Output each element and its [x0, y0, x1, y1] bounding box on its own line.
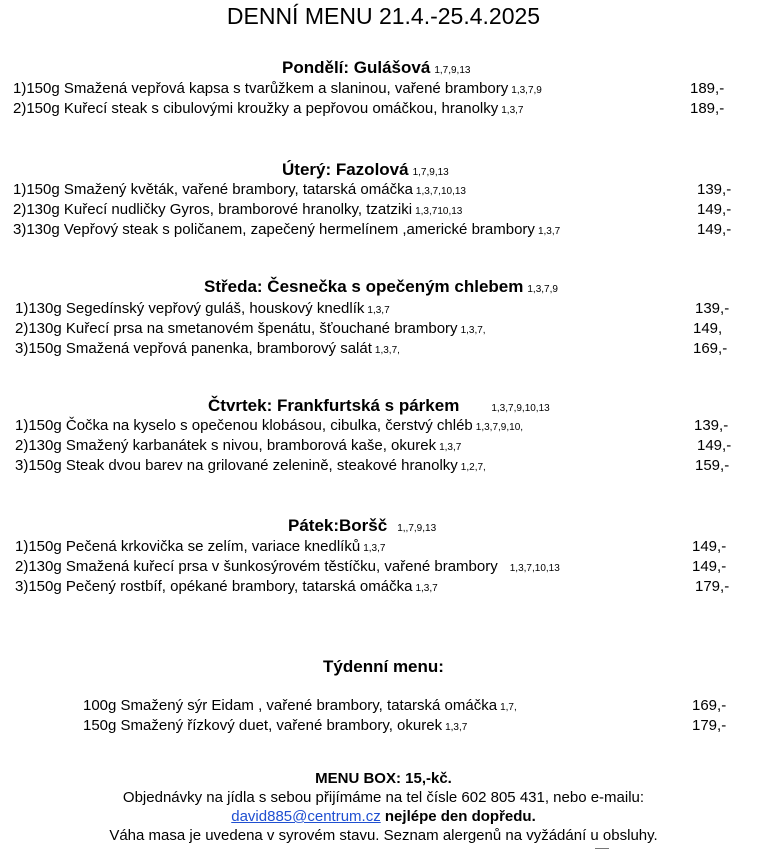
- menu-item: [15, 557, 560, 579]
- menu-item: [15, 456, 486, 478]
- item-text: 150g Smažený květák, vařené brambory, tatarská omáčka: [26, 181, 413, 198]
- item-number: 1): [15, 417, 29, 434]
- item-allergens: 1,3,7: [445, 722, 468, 733]
- item-allergens: 1,3,7,9: [511, 85, 542, 96]
- item-number: 2): [13, 201, 27, 218]
- day-label: Pátek:Boršč: [288, 516, 388, 535]
- menu-item: [15, 339, 400, 361]
- item-number: 2): [15, 320, 29, 337]
- item-allergens: 1,2,7,: [460, 462, 486, 473]
- item-text: 150g Smažená vepřová kapsa s tvarůžkem a slaninou, vařené brambory: [26, 80, 509, 97]
- item-price: 149,: [693, 320, 723, 337]
- item-text: 150g Kuřecí steak s cibulovými kroužky a pepřovou omáčkou, hranolky: [26, 100, 499, 117]
- item-text: 150g Steak dvou barev na grilované zelenině, steakové hranolky: [28, 457, 458, 474]
- day-allergens: 1,3,7,9: [527, 284, 558, 295]
- weekly-menu-heading: Týdenní menu:: [323, 657, 444, 676]
- item-number: 3): [15, 340, 29, 357]
- item-allergens: 1,3,7: [501, 105, 524, 116]
- item-text: 150g Smažený řízkový duet, vařené brambory, okurek: [83, 717, 443, 734]
- item-number: 1): [13, 181, 27, 198]
- item-number: 1): [13, 80, 27, 97]
- item-text: 150g Pečená krkovička se zelím, variace knedlíků: [28, 538, 361, 555]
- item-price: 159,-: [695, 457, 730, 474]
- item-price: 149,-: [692, 558, 727, 575]
- item-text: 130g Segedínský vepřový guláš, houskový knedlík: [28, 300, 365, 317]
- item-text: 130g Kuřecí nudličky Gyros, bramborové hranolky, tzatziki: [26, 201, 413, 218]
- day-label: Středa: Česnečka s opečeným chlebem: [204, 277, 524, 296]
- weekly-menu-item: [83, 716, 467, 738]
- page-title: DENNÍ MENU 21.4.-25.4.2025: [226, 3, 541, 29]
- menu-item: [15, 416, 523, 438]
- item-number: 1): [15, 300, 29, 317]
- item-allergens: 1,3,7,9,10,: [475, 422, 524, 433]
- weekly-menu-item: [83, 696, 517, 718]
- email-line: [0, 807, 767, 826]
- item-text: 100g Smažený sýr Eidam , vařené brambory, tatarská omáčka: [83, 697, 498, 714]
- item-allergens: 1,3,7,: [374, 345, 400, 356]
- email-link[interactable]: david885@centrum.cz: [231, 808, 381, 825]
- item-price: 149,-: [697, 201, 732, 218]
- item-text: 150g Čočka na kyselo s opečenou klobásou, cibulka, čerstvý chléb: [28, 417, 473, 434]
- menu-item: [15, 319, 486, 341]
- email-suffix: nejlépe den dopředu.: [384, 808, 536, 825]
- item-allergens: 1,3,7: [537, 226, 561, 237]
- day-allergens: 1,,7,9,13: [397, 523, 437, 534]
- day-label: Úterý: Fazolová: [282, 160, 409, 179]
- item-price: 149,-: [692, 538, 727, 555]
- orders-note: Objednávky na jídla s sebou přijímáme na tel čísle 602 805 431, nebo e-mailu:: [122, 789, 645, 806]
- item-price: 139,-: [695, 300, 730, 317]
- day-label: Čtvrtek: Frankfurtská s párkem: [208, 396, 460, 415]
- menu-item: [13, 99, 524, 121]
- item-allergens: 1,3,7,10,13: [415, 186, 466, 197]
- day-allergens: 1,3,7,9,10,13: [491, 403, 550, 414]
- item-price: 149,-: [697, 437, 732, 454]
- item-allergens: 1,3,7: [367, 305, 390, 316]
- menu-item: [13, 200, 462, 222]
- item-allergens: 1,3,7: [439, 442, 462, 453]
- item-price: 169,-: [692, 697, 727, 714]
- item-text: 130g Smažený karbanátek s nivou, bramborová kaše, okurek: [28, 437, 437, 454]
- menu-item: [15, 436, 461, 458]
- item-text: 130g Vepřový steak s poličanem, zapečený hermelínem ,americké brambory: [26, 221, 535, 238]
- item-text: 130g Kuřecí prsa na smetanovém špenátu, šťouchané brambory: [28, 320, 458, 337]
- item-allergens: 1,7,: [500, 702, 517, 713]
- allergen-note: Váha masa je uvedena v syrovém stavu. Seznam alergenů na vyžádání u obsluhy.: [109, 827, 658, 844]
- menu-item: [15, 299, 390, 321]
- item-number: 3): [15, 578, 29, 595]
- item-text: 130g Smažená kuřecí prsa v šunkosýrovém těstíčku, vařené brambory: [28, 558, 498, 575]
- item-price: 179,-: [695, 578, 730, 595]
- day-label: Pondělí: Gulášová: [282, 58, 431, 77]
- item-allergens: 1,3,7,10,13: [509, 563, 560, 574]
- item-allergens: 1,3,7: [415, 583, 438, 594]
- item-number: 2): [15, 558, 29, 575]
- item-allergens: 1,3,7: [363, 543, 386, 554]
- item-number: 1): [15, 538, 29, 555]
- day-heading-wednesday: [204, 276, 558, 301]
- item-price: 149,-: [697, 221, 732, 238]
- item-number: 2): [15, 437, 29, 454]
- item-price: 139,-: [697, 181, 732, 198]
- item-allergens: 1,3,7,: [460, 325, 486, 336]
- item-price: 179,-: [692, 717, 727, 734]
- item-price: 189,-: [690, 100, 725, 117]
- menu-item: [15, 537, 385, 559]
- menu-item: [13, 220, 560, 242]
- item-number: 2): [13, 100, 27, 117]
- item-price: 169,-: [693, 340, 728, 357]
- menu-item: [15, 577, 438, 599]
- item-text: 150g Pečený rostbíf, opékané brambory, tatarská omáčka: [28, 578, 413, 595]
- menu-item: [13, 180, 466, 202]
- item-price: 189,-: [690, 80, 725, 97]
- day-allergens: 1,7,9,13: [412, 167, 449, 178]
- item-number: 3): [13, 221, 27, 238]
- item-price: 139,-: [694, 417, 729, 434]
- menu-item: [13, 79, 542, 101]
- divider: [595, 848, 609, 849]
- day-allergens: 1,7,9,13: [434, 65, 471, 76]
- item-allergens: 1,3,710,13: [415, 206, 463, 217]
- item-text: 150g Smažená vepřová panenka, bramborový salát: [28, 340, 372, 357]
- item-number: 3): [15, 457, 29, 474]
- menu-box-note: MENU BOX: 15,-kč.: [315, 770, 452, 787]
